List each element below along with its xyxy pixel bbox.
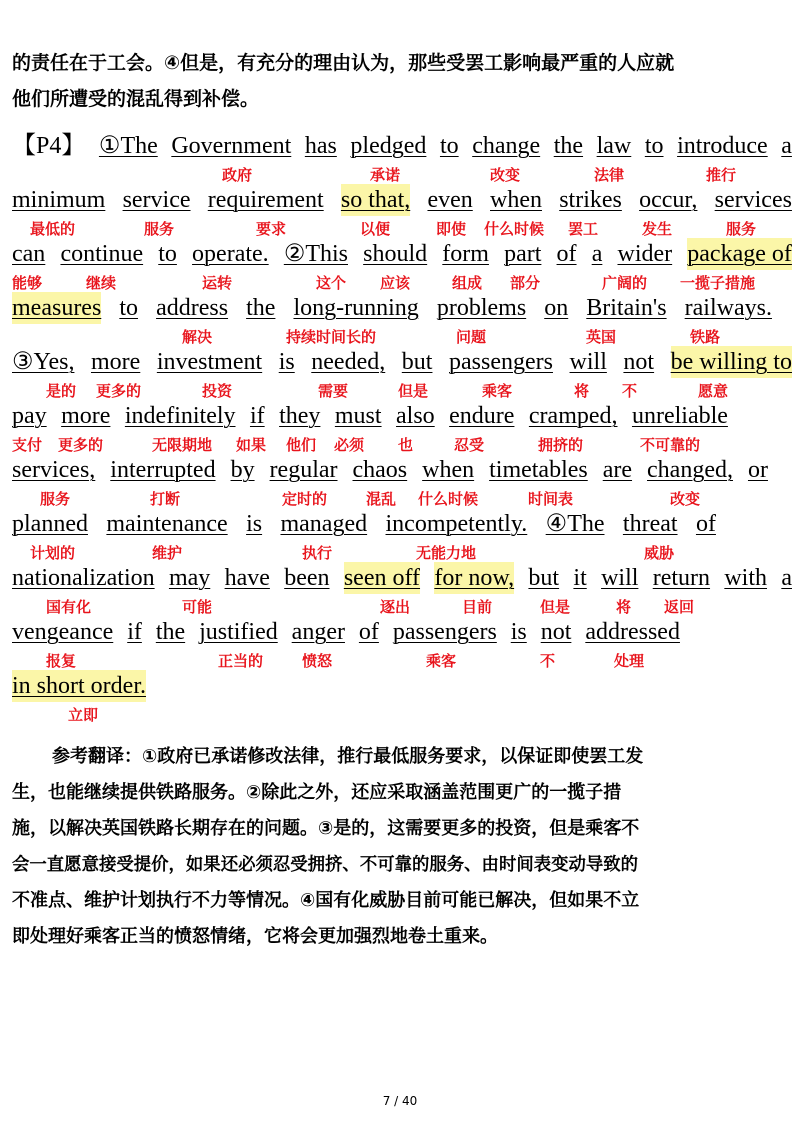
gloss: 不 xyxy=(540,652,556,670)
word: indefinitely xyxy=(124,403,236,429)
gloss: 发生 xyxy=(642,220,673,238)
gloss: 忍受 xyxy=(454,436,485,454)
word: Government xyxy=(171,133,292,159)
word: a xyxy=(781,565,792,591)
gloss: 国有化 xyxy=(46,598,92,616)
word: a xyxy=(781,133,792,159)
gloss: 报复 xyxy=(46,652,77,670)
gloss: 最低的 xyxy=(30,220,76,238)
passage-line xyxy=(12,238,792,270)
word: or xyxy=(747,457,768,483)
word: they xyxy=(279,403,321,429)
gloss: 需要 xyxy=(318,382,349,400)
gloss-line xyxy=(0,218,800,240)
word: cramped, xyxy=(528,403,618,429)
word: if xyxy=(249,403,265,429)
gloss-line xyxy=(0,434,800,456)
gloss: 支付 xyxy=(12,436,43,454)
gloss: 投资 xyxy=(202,382,233,400)
gloss: 时间表 xyxy=(528,490,574,508)
highlighted-phrase: measures xyxy=(12,292,101,324)
highlighted-phrase: package of xyxy=(687,238,792,270)
gloss-line xyxy=(0,326,800,348)
word: of xyxy=(358,619,379,645)
word: to xyxy=(158,241,177,267)
passage-line xyxy=(12,292,772,324)
word: wider xyxy=(617,241,673,267)
gloss: 能够 xyxy=(12,274,43,292)
word: is xyxy=(510,619,527,645)
word: will xyxy=(569,349,607,375)
gloss: 处理 xyxy=(614,652,645,670)
word: form xyxy=(442,241,489,267)
gloss: 改变 xyxy=(490,166,521,184)
gloss: 罢工 xyxy=(568,220,599,238)
passage-line xyxy=(12,130,792,162)
word: by xyxy=(230,457,255,483)
word: on xyxy=(544,295,569,321)
word: also xyxy=(396,403,435,429)
gloss: 目前 xyxy=(462,598,493,616)
word: anger xyxy=(291,619,345,645)
word: more xyxy=(90,349,141,375)
gloss: 返回 xyxy=(664,598,695,616)
word: introduce xyxy=(677,133,768,159)
word: pledged xyxy=(350,133,427,159)
gloss: 乘客 xyxy=(426,652,457,670)
gloss: 更多的 xyxy=(96,382,142,400)
gloss: 立即 xyxy=(68,706,99,724)
passage-line xyxy=(12,454,768,486)
gloss: 组成 xyxy=(452,274,483,292)
gloss: 运转 xyxy=(202,274,233,292)
word: been xyxy=(284,565,330,591)
gloss: 混乱 xyxy=(366,490,397,508)
gloss: 英国 xyxy=(586,328,617,346)
word: ①The xyxy=(98,133,158,159)
gloss: 要求 xyxy=(256,220,287,238)
word: planned xyxy=(12,511,88,537)
word: return xyxy=(652,565,711,591)
word: continue xyxy=(60,241,144,267)
gloss: 铁路 xyxy=(690,328,721,346)
word: to xyxy=(439,133,459,159)
word: to xyxy=(119,295,139,321)
gloss: 推行 xyxy=(706,166,737,184)
highlighted-phrase: so that, xyxy=(341,184,410,216)
gloss: 逐出 xyxy=(380,598,411,616)
word: it xyxy=(573,565,587,591)
word: interrupted xyxy=(110,457,216,483)
gloss-line xyxy=(0,488,800,510)
gloss: 承诺 xyxy=(370,166,401,184)
word: unreliable xyxy=(631,403,728,429)
word: is xyxy=(246,511,263,537)
gloss: 更多的 xyxy=(58,436,104,454)
word: when xyxy=(422,457,475,483)
gloss: 法律 xyxy=(594,166,625,184)
page-number: 7 / 40 xyxy=(382,1094,418,1108)
word: managed xyxy=(280,511,368,537)
gloss-line xyxy=(0,380,800,402)
passage-line xyxy=(12,400,728,432)
word: changed, xyxy=(647,457,733,483)
translation-line: 会一直愿意接受提价，如果还必须忍受拥挤、不可靠的服务、由时间表变动导致的 xyxy=(12,855,639,875)
highlighted-phrase: in short order. xyxy=(12,670,146,702)
word: needed, xyxy=(311,349,386,375)
word: minimum xyxy=(12,187,106,213)
gloss: 执行 xyxy=(302,544,333,562)
intro-line-1: 的责任在于工会。④但是，有充分的理由认为，那些受罢工影响最严重的人应就 xyxy=(12,52,675,74)
gloss: 持续时间长的 xyxy=(286,328,377,346)
gloss: 但是 xyxy=(398,382,429,400)
word: ③Yes, xyxy=(12,349,75,375)
gloss: 乘客 xyxy=(482,382,513,400)
gloss: 将 xyxy=(574,382,590,400)
word: part xyxy=(504,241,542,267)
translation-line: 参考翻译：①政府已承诺修改法律，推行最低服务要求，以保证即使罢工发 xyxy=(52,746,644,767)
word: vengeance xyxy=(12,619,114,645)
gloss-line xyxy=(0,704,800,726)
gloss: 以便 xyxy=(360,220,391,238)
word: problems xyxy=(436,295,527,321)
gloss: 不可靠的 xyxy=(640,436,701,454)
gloss: 愤怒 xyxy=(302,652,333,670)
word: with xyxy=(724,565,768,591)
translation-line: 生，也能继续提供铁路服务。②除此之外，还应采取涵盖范围更广的一揽子措 xyxy=(12,782,622,803)
gloss: 将 xyxy=(616,598,632,616)
word: service xyxy=(122,187,191,213)
word: long-running xyxy=(293,295,419,321)
word: if xyxy=(127,619,142,645)
translation-line: 不准点、维护计划执行不力等情况。④国有化威胁目前可能已解决，但如果不立 xyxy=(12,890,640,911)
gloss: 什么时候 xyxy=(418,490,479,508)
gloss: 他们 xyxy=(286,436,317,454)
word: to xyxy=(644,133,664,159)
word: can xyxy=(12,241,46,267)
gloss: 威胁 xyxy=(644,544,675,562)
word: has xyxy=(304,133,337,159)
word: a xyxy=(591,241,603,267)
gloss: 维护 xyxy=(152,544,183,562)
translation-line: 施，以解决英国铁路长期存在的问题。③是的，这需要更多的投资，但是乘客不 xyxy=(12,818,640,839)
word: when xyxy=(490,187,542,213)
gloss: 服务 xyxy=(40,490,71,508)
word: ②This xyxy=(283,241,348,267)
gloss: 计划的 xyxy=(30,544,76,562)
passage-line xyxy=(12,562,792,594)
gloss: 是的 xyxy=(46,382,77,400)
gloss-line xyxy=(0,650,800,672)
word: maintenance xyxy=(106,511,228,537)
word: not xyxy=(623,349,655,375)
gloss: 一揽子措施 xyxy=(680,274,756,292)
highlighted-phrase: be willing to xyxy=(671,346,792,378)
word: will xyxy=(601,565,639,591)
word: requirement xyxy=(207,187,324,213)
word: the xyxy=(246,295,276,321)
gloss-line xyxy=(0,272,800,294)
paragraph-label: 【P4】 xyxy=(12,133,86,159)
gloss: 广阔的 xyxy=(602,274,648,292)
word: services xyxy=(714,187,792,213)
word: passengers xyxy=(449,349,553,375)
word: justified xyxy=(199,619,278,645)
gloss: 应该 xyxy=(380,274,411,292)
word: Britain's xyxy=(586,295,667,321)
passage-line xyxy=(12,508,716,540)
word: chaos xyxy=(352,457,408,483)
word: nationalization xyxy=(12,565,155,591)
gloss: 即使 xyxy=(436,220,467,238)
word: services, xyxy=(12,457,96,483)
word: endure xyxy=(449,403,515,429)
word: operate. xyxy=(192,241,269,267)
passage-line xyxy=(12,670,792,702)
word: railways. xyxy=(684,295,772,321)
gloss: 愿意 xyxy=(698,382,729,400)
word: passengers xyxy=(392,619,497,645)
gloss: 改变 xyxy=(670,490,701,508)
word: of xyxy=(556,241,577,267)
word: strikes xyxy=(559,187,622,213)
gloss-line xyxy=(0,542,800,564)
gloss-line xyxy=(0,164,800,186)
translation-line: 即处理好乘客正当的愤怒情绪，它将会更加强烈地卷土重来。 xyxy=(12,926,498,947)
word: not xyxy=(540,619,572,645)
word: change xyxy=(472,133,541,159)
gloss: 无限期地 xyxy=(152,436,213,454)
word: more xyxy=(61,403,111,429)
passage-line xyxy=(12,616,680,648)
word: of xyxy=(695,511,716,537)
word: but xyxy=(528,565,560,591)
word: the xyxy=(553,133,584,159)
highlighted-phrase: for now, xyxy=(434,562,514,594)
gloss: 这个 xyxy=(316,274,347,292)
word: threat xyxy=(622,511,678,537)
word: occur, xyxy=(639,187,698,213)
intro-line-2: 他们所遭受的混乱得到补偿。 xyxy=(12,88,260,110)
gloss: 服务 xyxy=(726,220,757,238)
word: even xyxy=(427,187,473,213)
word: have xyxy=(224,565,270,591)
word: but xyxy=(401,349,433,375)
gloss: 打断 xyxy=(150,490,181,508)
gloss: 定时的 xyxy=(282,490,328,508)
word: investment xyxy=(156,349,263,375)
word: addressed xyxy=(585,619,680,645)
gloss: 拥挤的 xyxy=(538,436,584,454)
gloss: 但是 xyxy=(540,598,571,616)
gloss: 解决 xyxy=(182,328,213,346)
gloss: 部分 xyxy=(510,274,541,292)
gloss: 可能 xyxy=(182,598,213,616)
word: the xyxy=(155,619,186,645)
gloss-line xyxy=(0,596,800,618)
word: are xyxy=(602,457,633,483)
gloss: 继续 xyxy=(86,274,117,292)
word: timetables xyxy=(489,457,588,483)
gloss: 什么时候 xyxy=(484,220,545,238)
gloss: 不 xyxy=(622,382,638,400)
word: must xyxy=(334,403,382,429)
gloss: 无能力地 xyxy=(416,544,477,562)
gloss: 正当的 xyxy=(218,652,264,670)
passage-line xyxy=(12,184,792,216)
word: address xyxy=(156,295,229,321)
gloss: 政府 xyxy=(222,166,253,184)
word: law xyxy=(596,133,632,159)
word: incompetently. xyxy=(385,511,528,537)
gloss: 问题 xyxy=(456,328,487,346)
gloss: 必须 xyxy=(334,436,365,454)
highlighted-phrase: seen off xyxy=(344,562,420,594)
gloss: 服务 xyxy=(144,220,175,238)
word: should xyxy=(363,241,428,267)
word: pay xyxy=(12,403,47,429)
gloss: 也 xyxy=(398,436,414,454)
word: is xyxy=(278,349,295,375)
word: ④The xyxy=(545,511,605,537)
word: may xyxy=(168,565,211,591)
word: regular xyxy=(269,457,338,483)
gloss: 如果 xyxy=(236,436,267,454)
passage-line xyxy=(12,346,792,378)
